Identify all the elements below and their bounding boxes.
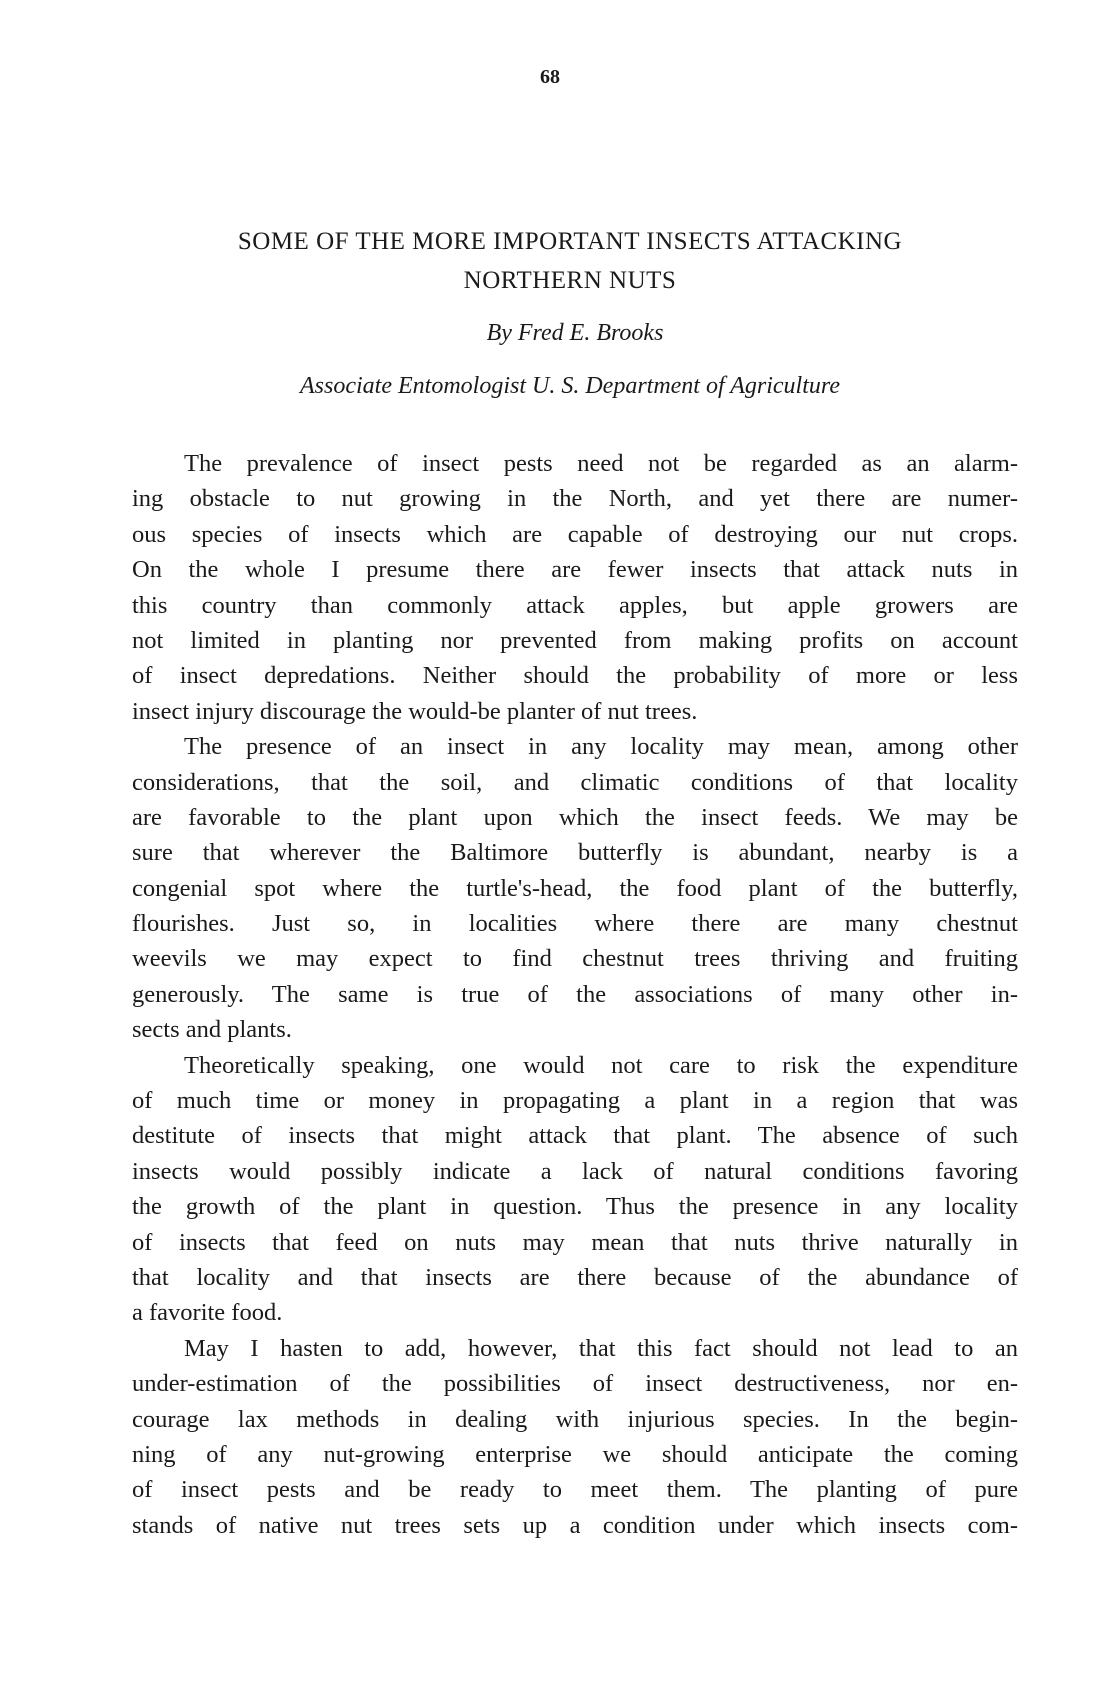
text-line: weevils we may expect to find chestnut trees thriving and fruiting (132, 945, 1018, 973)
text-line: ning of any nut-growing enterprise we should anticipate the coming (132, 1440, 1018, 1468)
text-line: this country than commonly attack apples, but apple growers are (132, 591, 1018, 619)
text-line: ous species of insects which are capable of destroying our nut crops. (132, 520, 1018, 548)
text-line: of insects that feed on nuts may mean that nuts thrive naturally in (132, 1228, 1018, 1256)
text-line: generously. The same is true of the associations of many other in- (132, 980, 1018, 1008)
text-line: The presence of an insect in any locality may mean, among other (184, 733, 1018, 761)
text-line: of insect depredations. Neither should the probability of more or less (132, 662, 1018, 690)
text-line: sects and plants. (132, 1016, 292, 1044)
text-line: are favorable to the plant upon which the insect feeds. We may be (132, 803, 1018, 831)
text-line: considerations, that the soil, and climatic conditions of that locality (132, 768, 1018, 796)
text-line: insects would possibly indicate a lack of natural conditions favoring (132, 1157, 1018, 1185)
text-line: Theoretically speaking, one would not care to risk the expenditure (184, 1051, 1018, 1079)
text-line: flourishes. Just so, in localities where there are many chestnut (132, 910, 1018, 938)
text-line: under-estimation of the possibilities of insect destructiveness, nor en- (132, 1370, 1018, 1398)
paragraph (132, 446, 1018, 729)
text-line: the growth of the plant in question. Thus the presence in any locality (132, 1193, 1018, 1221)
article-body (132, 446, 1018, 1543)
author-byline: By Fred E. Brooks (486, 320, 664, 346)
text-line: sure that wherever the Baltimore butterfly is abundant, nearby is a (132, 839, 1018, 867)
paragraph (132, 729, 1018, 1048)
author-affiliation: Associate Entomologist U. S. Department of Agriculture (300, 373, 840, 399)
text-line: congenial spot where the turtle's-head, the food plant of the butterfly, (132, 874, 1018, 902)
text-line: that locality and that insects are there because of the abundance of (132, 1263, 1018, 1291)
text-line: of much time or money in propagating a plant in a region that was (132, 1087, 1018, 1115)
paragraph (132, 1331, 1018, 1543)
text-line: The prevalence of insect pests need not be regarded as an alarm- (184, 450, 1018, 477)
paragraph (132, 1048, 1018, 1331)
article-title-line-2: NORTHERN NUTS (463, 267, 677, 294)
text-line: May I hasten to add, however, that this fact should not lead to an (184, 1334, 1018, 1362)
text-line: ing obstacle to nut growing in the North, and yet there are numer- (132, 485, 1018, 513)
text-line: stands of native nut trees sets up a condition under which insects com- (132, 1511, 1018, 1539)
text-line: insect injury discourage the would-be planter of nut trees. (132, 697, 698, 725)
text-line: of insect pests and be ready to meet them. The planting of pure (132, 1476, 1018, 1504)
text-line: not limited in planting nor prevented from making profits on account (132, 626, 1018, 654)
page-number: 68 (540, 66, 560, 88)
text-line: destitute of insects that might attack that plant. The absence of such (132, 1122, 1018, 1150)
text-line: On the whole I presume there are fewer insects that attack nuts in (132, 556, 1018, 584)
text-line: courage lax methods in dealing with injurious species. In the begin- (132, 1405, 1018, 1433)
article-title-line-1: SOME OF THE MORE IMPORTANT INSECTS ATTACKING (237, 228, 903, 255)
text-line: a favorite food. (132, 1299, 283, 1327)
